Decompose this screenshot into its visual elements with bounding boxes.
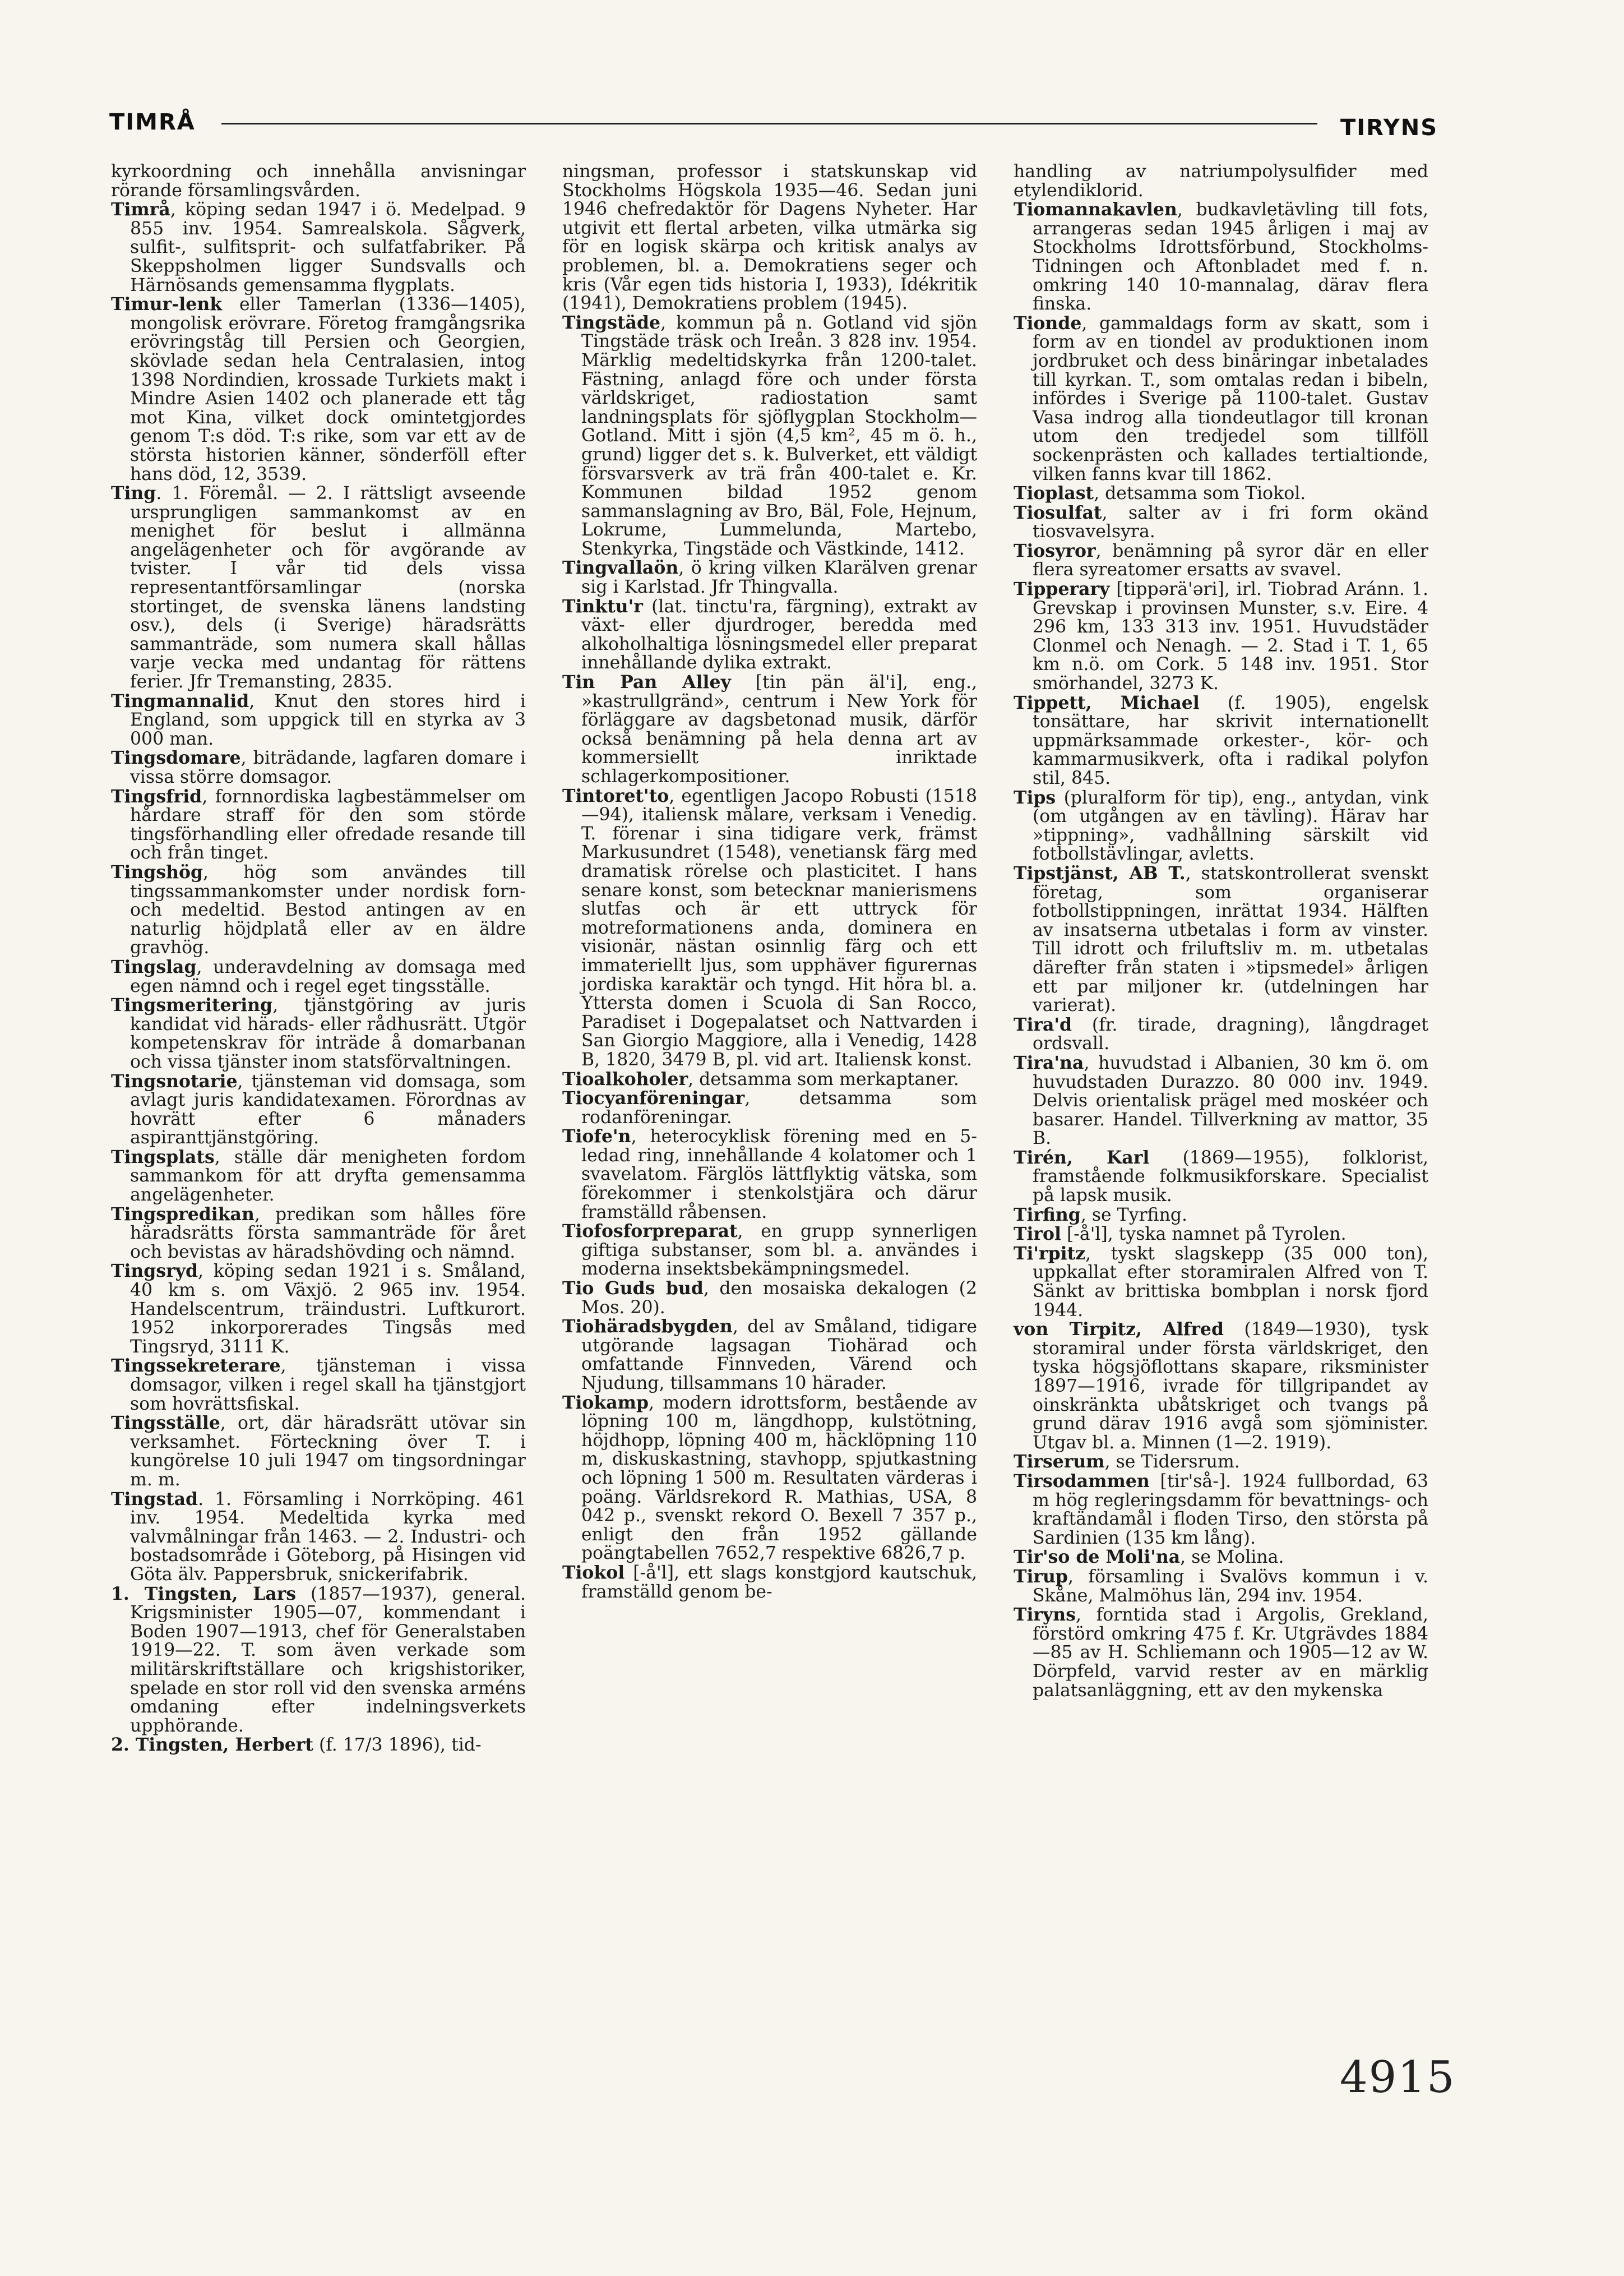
dictionary-entry bbox=[111, 1585, 526, 1736]
entry-headword: Tingsnotarie bbox=[111, 1070, 238, 1092]
entry-headword: Tingspredikan bbox=[111, 1203, 255, 1225]
entry-text: , budkavletävling till fots, arrangeras sedan 1945 årligen i maj av Stockholms Idrottsförbund, Stockholms-Tidningen och Aftonbladet med f. n. omkring 140 10-mannalag, därav flera finska. bbox=[1033, 200, 1428, 315]
entry-headword: Tiokol bbox=[562, 1562, 625, 1583]
dictionary-entry bbox=[111, 1490, 526, 1585]
entry-text: , en grupp synnerligen giftiga substanser, som bl. a. användes i moderna insektsbekämpningsmedel. bbox=[581, 1221, 977, 1280]
dictionary-entry bbox=[111, 484, 526, 692]
entry-text: , ö kring vilken Klarälven grenar sig i Karlstad. Jfr Thingvalla. bbox=[581, 558, 977, 598]
entry-text: (f. 1905), engelsk tonsättare, har skrivit internationellt uppmärksammade orkester-, kör- och kammarmusikverk, ofta i radikal polyfon stil, 845. bbox=[1033, 693, 1428, 788]
entry-headword: Tir'so de Moli'na bbox=[1014, 1546, 1181, 1568]
dictionary-entry bbox=[111, 1205, 526, 1262]
dictionary-entry bbox=[562, 1317, 977, 1393]
entry-text: , se Tidersrum. bbox=[1104, 1452, 1240, 1472]
entry-text: (1869—1955), folklorist, framstående folkmusikforskare. Specialist på lapsk musik. bbox=[1033, 1147, 1428, 1206]
dictionary-entry bbox=[562, 1279, 977, 1317]
entry-text: , biträdande, lagfaren domare i vissa större domsagor. bbox=[130, 748, 526, 787]
entry-text: , gammaldags form av skatt, som i form av en tiondel av produktionen inom jordbruket och dess binäringar inbetalades till kyrkan. T., som omtalas redan i bibeln, infördes i Sverige på 1100-talet. Gustav Vasa indrog alla tiondeutlagor till kronan utom den tredjedel som tillföll sockenprästen och kallades tertialtionde, vilken fanns kvar till 1862. bbox=[1033, 313, 1428, 484]
entry-headword: Tipstjänst, AB T. bbox=[1014, 862, 1186, 884]
dictionary-entry bbox=[111, 1072, 526, 1148]
entry-headword: Tirol bbox=[1014, 1224, 1061, 1245]
entry-text: kyrkoordning och innehålla anvisningar rörande församlingsvården. bbox=[111, 161, 526, 201]
entry-text: , hög som användes till tingssammankomster under nordisk forn- och medeltid. Bestod antingen av en naturlig höjdplatå eller av en äldre gravhög. bbox=[130, 862, 526, 958]
dictionary-entry bbox=[562, 558, 977, 597]
entry-headword: Tira'na bbox=[1014, 1052, 1084, 1073]
dictionary-entry bbox=[1014, 694, 1428, 788]
entry-text: , köping sedan 1921 i s. Småland, 40 km s. om Växjö. 2 965 inv. 1954. Handelscentrum, träindustri. Luftkurort. 1952 inkorporerades Tingsås med Tingsryd, 3111 K. bbox=[130, 1261, 526, 1357]
dictionary-entry bbox=[1014, 580, 1428, 694]
entry-text: , kommun på n. Gotland vid sjön Tingstäde träsk och Ireån. 3 828 inv. 1954. Märklig medeltidskyrka från 1200-talet. Fästning, anlagd före och under första världskriget, radiostation samt landningsplats för sjöflygplan Stockholm—Gotland. Mitt i sjön (4,5 km², 45 m ö. h., grund) ligger det s. k. Bulverket, ett väldigt försvarsverk av trä från 400-talet e. Kr. Kommunen bildad 1952 genom sammanslagning av Bro, Bäl, Fole, Hejnum, Lokrume, Lummelunda, Martebo, Stenkyrka, Tingstäde och Västkinde, 1412. bbox=[581, 312, 977, 559]
dictionary-entry bbox=[1014, 1320, 1428, 1452]
entry-headword: Tiomannakavlen bbox=[1014, 199, 1177, 220]
entry-headword: Tiocyanföreningar bbox=[562, 1088, 745, 1109]
entry-text: [-å'l], tyska namnet på Tyrolen. bbox=[1061, 1224, 1347, 1245]
entry-headword: Tingsdomare bbox=[111, 747, 241, 769]
dictionary-entry bbox=[1014, 314, 1428, 484]
entry-text: , Knut den stores hird i England, som uppgick till en styrka av 3 000 man. bbox=[130, 691, 526, 749]
entry-headword: Tio Guds bud bbox=[562, 1278, 704, 1299]
entry-text: , predikan som hålles före häradsrätts första sammanträde för året och bevistas av häradshövding och nämnd. bbox=[130, 1204, 526, 1262]
dictionary-entry bbox=[562, 1393, 977, 1563]
column-right bbox=[1014, 163, 1428, 1700]
dictionary-entry bbox=[1014, 1567, 1428, 1605]
entry-headword: Tinktu'r bbox=[562, 595, 643, 617]
entry-headword: Tirserum bbox=[1014, 1451, 1105, 1472]
entry-text: [-å'l], ett slags konstgjord kautschuk, framställd genom be- bbox=[581, 1562, 977, 1602]
entry-headword: Timrå bbox=[111, 199, 170, 220]
entry-headword: Tingvallaön bbox=[562, 557, 679, 579]
entry-text: , den mosaiska dekalogen (2 Mos. 20). bbox=[581, 1278, 977, 1318]
entry-text: , detsamma som Tiokol. bbox=[1094, 483, 1306, 504]
entry-headword: Tira'd bbox=[1014, 1014, 1072, 1035]
dictionary-entry bbox=[1014, 1206, 1428, 1225]
entry-text: , se Molina. bbox=[1180, 1547, 1284, 1568]
entry-headword: Tiofosforpreparat bbox=[562, 1221, 738, 1242]
entry-text: , underavdelning av domsaga med egen nämnd och i regel eget tingsställe. bbox=[130, 957, 526, 996]
entry-headword: Tintoret'to bbox=[562, 785, 669, 806]
dictionary-entry bbox=[111, 692, 526, 749]
header-first-word: TIMRÅ bbox=[109, 109, 196, 135]
entry-text: , se Tyrfing. bbox=[1080, 1204, 1188, 1225]
dictionary-entry bbox=[1014, 1015, 1428, 1054]
entry-headword: Tipperary bbox=[1014, 579, 1110, 600]
dictionary-entry bbox=[111, 749, 526, 787]
dictionary-entry bbox=[562, 313, 977, 559]
dictionary-entry bbox=[562, 1127, 977, 1222]
entry-text: . 1. Församling i Norrköping. 461 inv. 1954. Medeltida kyrka med valvmålningar från 1463. — 2. Industri- och bostadsområde i Göteborg, på Hisingen vid Göta älv. Pappersbruk, snickerifabrik. bbox=[130, 1489, 526, 1585]
entry-headword: Tingsmeritering bbox=[111, 995, 273, 1016]
entry-headword: Tiofe'n bbox=[562, 1126, 631, 1147]
entry-headword: Tirup bbox=[1014, 1566, 1068, 1587]
column-left bbox=[111, 163, 526, 1755]
dictionary-entry bbox=[1014, 1472, 1428, 1548]
entry-headword: 2. Tingsten, Herbert bbox=[111, 1734, 313, 1756]
dictionary-entry bbox=[1014, 1244, 1428, 1320]
entry-headword: Tiryns bbox=[1014, 1604, 1076, 1626]
dictionary-entry bbox=[1014, 542, 1428, 580]
dictionary-entry bbox=[1014, 1225, 1428, 1244]
entry-text: [tippərä'əri], irl. Tiobrad Aránn. 1. Grevskap i provinsen Munster, s.v. Eire. 4 296 km, 133 313 inv. 1951. Huvudstäder Clonmel och Nenagh. — 2. Stad i T. 1, 65 km n.ö. om Cork. 5 148 inv. 1951. Stor smörhandel, 3273 K. bbox=[1033, 579, 1428, 694]
entry-text: , tyskt slagskepp (35 000 ton), uppkallat efter storamiralen Alfred von T. Sänkt av brittiska bombplan i norsk fjord 1944. bbox=[1033, 1243, 1428, 1321]
dictionary-entry bbox=[1014, 1605, 1428, 1700]
column-middle bbox=[562, 163, 977, 1601]
dictionary-entry bbox=[562, 1070, 977, 1089]
header-last-word: TIRYNS bbox=[1340, 115, 1438, 141]
dictionary-entry bbox=[111, 163, 526, 200]
entry-text: (pluralform för tip), eng., antydan, vink (om utgången av en tävling). Härav har »tippning», vadhållning särskilt vid fotbollstävlingar, avletts. bbox=[1033, 787, 1428, 865]
entry-text: , benämning på syror där en eller flera syreatomer ersatts av svavel. bbox=[1033, 541, 1428, 580]
dictionary-entry bbox=[562, 1563, 977, 1601]
dictionary-entry bbox=[562, 787, 977, 1070]
entry-headword: Tionde bbox=[1014, 312, 1082, 334]
entry-headword: Tirfing bbox=[1014, 1204, 1081, 1225]
entry-headword: Tingsryd bbox=[111, 1261, 198, 1282]
entry-text: (f. 17/3 1896), tid- bbox=[313, 1735, 482, 1756]
dictionary-entry bbox=[1014, 788, 1428, 864]
entry-text: , köping sedan 1947 i ö. Medelpad. 9 855 inv. 1954. Samrealskola. Sågverk, sulfit-, sulfitsprit- och sulfatfabriker. På Skeppsholmen ligger Sundsvalls och Härnösands gemensamma flygplats. bbox=[130, 200, 526, 296]
entry-text: , heterocyklisk förening med en 5-ledad ring, innehållande 4 kolatomer och 1 svavelatom. Färglös lättflyktig vätska, som förekommer i stenkolstjära och därur framställd råbensen. bbox=[581, 1127, 977, 1222]
entry-text: , tjänstgöring av juris kandidat vid härads- eller rådhusrätt. Utgör kompetenskrav för inträde å domarbanan och vissa tjänster inom statsförvaltningen. bbox=[130, 995, 526, 1072]
entry-text: , statskontrollerat svenskt företag, som organiserar fotbollstippningen, inrättat 1934. Hälften av insatserna utbetalas i form av vinster. Till idrott och friluftsliv m. m. utbetalas därefter från staten i »tipsmedel» årligen ett par miljoner kr. (utdelningen har varierat). bbox=[1033, 863, 1428, 1016]
dictionary-entry bbox=[1014, 1054, 1428, 1148]
dictionary-entry bbox=[111, 200, 526, 295]
entry-headword: Tiosyror bbox=[1014, 540, 1096, 561]
dictionary-entry bbox=[1014, 200, 1428, 314]
entry-text: , detsamma som merkaptaner. bbox=[688, 1069, 959, 1089]
entry-text: (1857—1937), general. Krigsminister 1905—07, kommendant i Boden 1907—1913, chef för Generalstaben 1919—22. T. som även verkade som militärskriftställare och krigshistoriker, spelade en stor roll vid den svenska arméns omdaning efter indelningsverkets upphörande. bbox=[130, 1583, 526, 1736]
entry-text: , del av Småland, tidigare utgörande lagsagan Tiohärad och omfattande Finnveden, Värend och Njudung, tillsammans 10 härader. bbox=[581, 1317, 977, 1393]
entry-headword: Timur-lenk bbox=[111, 294, 223, 315]
dictionary-entry bbox=[111, 295, 526, 484]
entry-text: handling av natriumpolysulfider med etylendiklorid. bbox=[1014, 161, 1428, 201]
entry-headword: Tippett, Michael bbox=[1014, 692, 1200, 713]
dictionary-entry bbox=[111, 1735, 526, 1755]
entry-text: (lat. tinctu'ra, färgning), extrakt av växt- eller djurdroger, beredda med alkoholhaltiga lösningsmedel eller preparat innehållande dylika extrakt. bbox=[581, 596, 977, 673]
dictionary-entry bbox=[1014, 163, 1428, 200]
entry-headword: Tingsfrid bbox=[111, 786, 202, 807]
dictionary-entry bbox=[1014, 864, 1428, 1015]
entry-text: , tjänsteman vid domsaga, som avlagt juris kandidatexamen. Förordnas av hovrätt efter 6 månaders aspiranttjänstgöring. bbox=[130, 1071, 526, 1148]
entry-headword: Tiokamp bbox=[562, 1392, 649, 1413]
entry-text: , församling i Svalövs kommun i v. Skåne, Malmöhus län, 294 inv. 1954. bbox=[1033, 1566, 1428, 1606]
entry-headword: Tingssekreterare bbox=[111, 1355, 281, 1377]
entry-text: (1849—1930), tysk storamiral under första världskriget, den tyska högsjöflottans skapare, riksminister 1897—1916, ivrade för tillgripandet av oinskränkta ubåtskriget och tvangs på grund därav 1916 avgå som sjöminister. Utgav bl. a. Minnen (1—2. 1919). bbox=[1033, 1319, 1429, 1453]
entry-headword: Tin Pan Alley bbox=[562, 672, 731, 693]
entry-headword: Tingmannalid bbox=[111, 690, 249, 712]
entry-headword: Tingshög bbox=[111, 861, 203, 883]
page-number: 4915 bbox=[1340, 2052, 1456, 2103]
entry-headword: Ti'rpitz bbox=[1014, 1243, 1086, 1264]
entry-text: , egentligen Jacopo Robusti (1518—94), italiensk målare, verksam i Venedig. T. förenar i sina tidigare verk, främst Markusundret (1548), venetiansk färg med dramatisk rörelse och plasticitet. I hans senare konst, som betecknar manierismens slutfas och är ett uttryck för motreformationens anda, dominera en visionär, nästan osinnlig färg och ett immateriellt ljus, som upphäver figurernas jordiska karaktär och tyngd. Hit höra bl. a. Yttersta domen i Scuola di San Rocco, Paradiset i Dogepalatset och Nattvarden i San Giorgio Maggiore, alla i Venedig, 1428 B, 1820, 3479 B, pl. vid art. Italiensk konst. bbox=[581, 786, 977, 1070]
entry-headword: Tingsplats bbox=[111, 1146, 215, 1167]
entry-text: [tir'så-]. 1924 fullbordad, 63 m hög regleringsdamm för bevattnings- och kraftändamål i floden Tirso, den största på Sardinien (135 km lång). bbox=[1033, 1471, 1428, 1548]
dictionary-entry bbox=[562, 163, 977, 313]
dictionary-entry bbox=[562, 597, 977, 673]
entry-headword: Tirsodammen bbox=[1014, 1470, 1150, 1492]
entry-text: , ort, där häradsrätt utövar sin verksamhet. Förteckning över T. i kungörelse 10 juli 1947 om tingsordningar m. m. bbox=[130, 1413, 526, 1490]
dictionary-entry bbox=[1014, 1452, 1428, 1472]
entry-headword: Tips bbox=[1014, 787, 1056, 808]
entry-text: eller Tamerlan (1336—1405), mongolisk erövrare. Företog framgångsrika erövringståg till Persien och Georgien, skövlade sedan hela Centralasien, intog 1398 Nordindien, krossade Turkiets makt i Mindre Asien 1402 och planerade ett tåg mot Kina, vilket dock omintetgjordes genom T:s död. T:s rike, som var ett av de största historien känner, sönderföll efter hans död, 12, 3539. bbox=[130, 294, 526, 484]
entry-text: . 1. Föremål. — 2. I rättsligt avseende ursprungligen sammankomst av en menighet för beslut i allmänna angelägenheter och för avgörande av tvister. I vår tid dels vissa representantförsamlingar (norska stortinget, de svenska länens landsting osv.), dels (i Sverige) häradsrätts sammanträde, som numera skall hållas varje vecka med undantag för rättens ferier. Jfr Tremansting, 2835. bbox=[130, 483, 526, 693]
entry-headword: Tiosulfat bbox=[1014, 502, 1102, 523]
dictionary-entry bbox=[1014, 484, 1428, 504]
entry-headword: 1. Tingsten, Lars bbox=[111, 1583, 297, 1604]
entry-text: , ställe där menigheten fordom sammankom för att dryfta gemensamma angelägenheter. bbox=[130, 1147, 526, 1206]
entry-headword: Ting bbox=[111, 483, 156, 504]
entry-headword: von Tirpitz, Alfred bbox=[1014, 1319, 1224, 1340]
dictionary-entry bbox=[1014, 1548, 1428, 1567]
dictionary-entry bbox=[111, 1356, 526, 1414]
entry-text: , forntida stad i Argolis, Grekland, förstörd omkring 475 f. Kr. Utgrävdes 1884—85 av H. Schliemann och 1905—12 av W. Dörpfeld, varvid rester av en märklig palatsanläggning, ett av den mykenska bbox=[1033, 1605, 1428, 1701]
dictionary-entry bbox=[111, 958, 526, 996]
dictionary-entry bbox=[1014, 1148, 1428, 1206]
entry-text: [tin pän äl'i], eng., »kastrullgränd», centrum i New York för förläggare av dagsbetonad musik, därför också benämning på hela denna art av kommersiellt inriktade schlagerkompositioner. bbox=[581, 672, 977, 787]
dictionary-entry bbox=[562, 1089, 977, 1127]
entry-headword: Tiohäradsbygden bbox=[562, 1316, 733, 1337]
entry-headword: Tingstad bbox=[111, 1488, 198, 1509]
running-header bbox=[109, 109, 1438, 149]
entry-text: , tjänsteman i vissa domsagor, vilken i regel skall ha tjänstgjort som hovrättsfiskal. bbox=[130, 1356, 526, 1414]
entry-text: , modern idrottsform, bestående av löpning 100 m, längdhopp, kulstötning, höjdhopp, löpning 400 m, häcklöpning 110 m, diskuskastning, stavhopp, spjutkastning och löpning 1 500 m. Resultaten värderas i poäng. Världsrekord R. Mathias, USA, 8 042 p., svenskt rekord O. Bexell 7 357 p., enligt den från 1952 gällande poängtabellen 7652,7 respektive 6826,7 p. bbox=[581, 1392, 977, 1564]
entry-text: , huvudstad i Albanien, 30 km ö. om huvudstaden Durazzo. 80 000 inv. 1949. Delvis orientalisk prägel med moskéer och basarer. Handel. Tillverkning av mattor, 35 B. bbox=[1033, 1052, 1428, 1149]
entry-headword: Tingsställe bbox=[111, 1412, 220, 1434]
dictionary-entry bbox=[111, 1262, 526, 1356]
entry-headword: Tioalkoholer bbox=[562, 1068, 688, 1089]
dictionary-entry bbox=[111, 863, 526, 958]
dictionary-entry bbox=[1014, 504, 1428, 542]
entry-text: (fr. tirade, dragning), långdraget ordsvall. bbox=[1033, 1014, 1428, 1054]
dictionary-entry bbox=[562, 1222, 977, 1279]
entry-text: , fornnordiska lagbestämmelser om hårdare straff för den som störde tingsförhandling eller ofredade resande till och från tinget. bbox=[130, 786, 526, 864]
entry-text: ningsman, professor i statskunskap vid Stockholms Högskola 1935—46. Sedan juni 1946 chefredaktör för Dagens Nyheter. Har utgivit ett flertal arbeten, vilka utmärka sig för en logisk skärpa och kritisk analys av problemen, bl. a. Demokratiens seger och kris (Vår egen tids historia I, 1933), Idékritik (1941), Demokratiens problem (1945). bbox=[562, 161, 977, 314]
entry-headword: Tingstäde bbox=[562, 312, 661, 333]
dictionary-entry bbox=[562, 673, 977, 787]
header-rule bbox=[221, 123, 1317, 124]
dictionary-entry bbox=[111, 1148, 526, 1205]
entry-text: , salter av i fri form okänd tiosvavelsyra. bbox=[1033, 502, 1428, 542]
dictionary-entry bbox=[111, 996, 526, 1072]
dictionary-entry bbox=[111, 1414, 526, 1489]
entry-headword: Tingslag bbox=[111, 956, 197, 977]
entry-headword: Tioplast bbox=[1014, 483, 1094, 504]
entry-headword: Tirén, Karl bbox=[1014, 1147, 1150, 1168]
entry-text: , detsamma som rodanföreningar. bbox=[581, 1088, 977, 1128]
dictionary-entry bbox=[111, 787, 526, 863]
